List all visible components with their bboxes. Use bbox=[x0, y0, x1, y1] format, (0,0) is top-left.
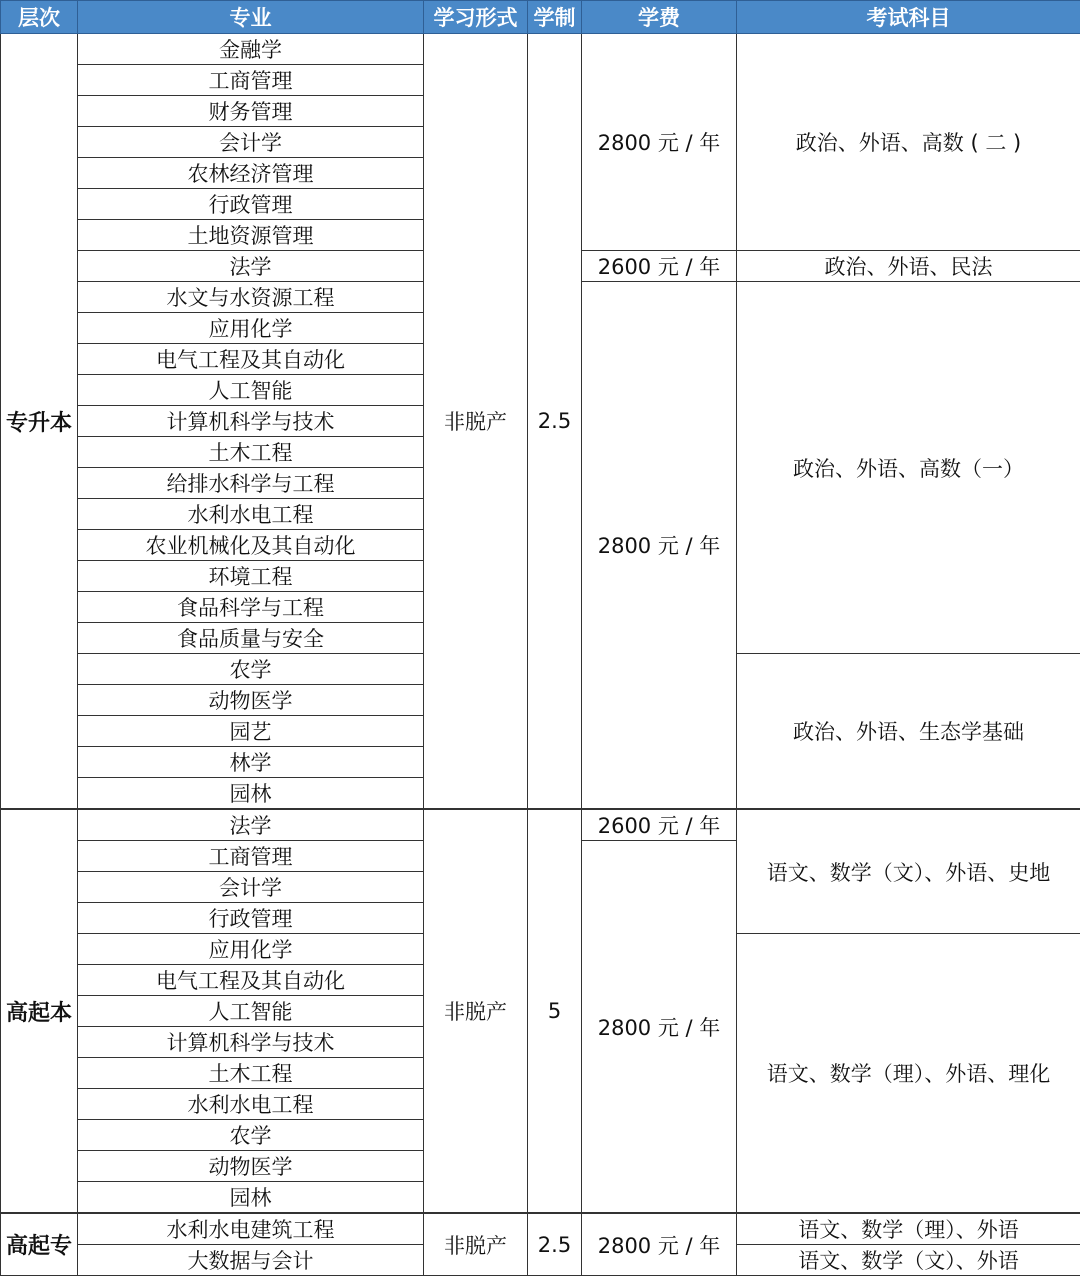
major-cell: 行政管理 bbox=[78, 903, 424, 934]
form-cell: 非脱产 bbox=[424, 34, 528, 810]
major-cell: 动物医学 bbox=[78, 685, 424, 716]
fee-cell: 2600 元 / 年 bbox=[582, 251, 737, 282]
major-cell: 应用化学 bbox=[78, 934, 424, 965]
major-cell: 园林 bbox=[78, 778, 424, 810]
level-cell: 高起专 bbox=[1, 1213, 78, 1276]
duration-cell: 5 bbox=[528, 809, 582, 1213]
major-cell: 林学 bbox=[78, 747, 424, 778]
major-cell: 法学 bbox=[78, 809, 424, 841]
exam-cell: 语文、数学（文）、外语、史地 bbox=[737, 809, 1080, 934]
table-row bbox=[1, 809, 1080, 841]
major-cell: 计算机科学与技术 bbox=[78, 1027, 424, 1058]
major-cell: 水利水电建筑工程 bbox=[78, 1213, 424, 1245]
fee-cell: 2800 元 / 年 bbox=[582, 841, 737, 1214]
major-cell: 农业机械化及其自动化 bbox=[78, 530, 424, 561]
exam-cell: 政治、外语、生态学基础 bbox=[737, 654, 1080, 810]
major-cell: 法学 bbox=[78, 251, 424, 282]
major-cell: 人工智能 bbox=[78, 996, 424, 1027]
major-cell: 食品质量与安全 bbox=[78, 623, 424, 654]
table-row bbox=[1, 34, 1080, 65]
major-cell: 电气工程及其自动化 bbox=[78, 965, 424, 996]
major-cell: 水利水电工程 bbox=[78, 499, 424, 530]
major-cell: 农林经济管理 bbox=[78, 158, 424, 189]
major-cell: 会计学 bbox=[78, 127, 424, 158]
form-cell: 非脱产 bbox=[424, 1213, 528, 1276]
major-cell: 食品科学与工程 bbox=[78, 592, 424, 623]
major-cell: 动物医学 bbox=[78, 1151, 424, 1182]
exam-cell: 政治、外语、高数（一） bbox=[737, 282, 1080, 654]
major-cell: 水文与水资源工程 bbox=[78, 282, 424, 313]
major-cell: 园艺 bbox=[78, 716, 424, 747]
fee-cell: 2600 元 / 年 bbox=[582, 809, 737, 841]
header-row bbox=[1, 1, 1080, 34]
fee-cell: 2800 元 / 年 bbox=[582, 282, 737, 810]
major-cell: 水利水电工程 bbox=[78, 1089, 424, 1120]
major-cell: 大数据与会计 bbox=[78, 1245, 424, 1276]
exam-cell: 语文、数学（理）、外语 bbox=[737, 1213, 1080, 1245]
header-level: 层次 bbox=[1, 1, 78, 34]
exam-cell: 语文、数学（文）、外语 bbox=[737, 1245, 1080, 1276]
exam-cell: 政治、外语、民法 bbox=[737, 251, 1080, 282]
fee-cell: 2800 元 / 年 bbox=[582, 1213, 737, 1276]
major-cell: 工商管理 bbox=[78, 841, 424, 872]
header-major: 专业 bbox=[78, 1, 424, 34]
major-cell: 给排水科学与工程 bbox=[78, 468, 424, 499]
major-cell: 计算机科学与技术 bbox=[78, 406, 424, 437]
major-cell: 应用化学 bbox=[78, 313, 424, 344]
major-cell: 园林 bbox=[78, 1182, 424, 1214]
header-form: 学习形式 bbox=[424, 1, 528, 34]
major-cell: 土木工程 bbox=[78, 437, 424, 468]
fee-cell: 2800 元 / 年 bbox=[582, 34, 737, 251]
level-cell: 高起本 bbox=[1, 809, 78, 1213]
major-cell: 会计学 bbox=[78, 872, 424, 903]
major-cell: 环境工程 bbox=[78, 561, 424, 592]
major-cell: 土地资源管理 bbox=[78, 220, 424, 251]
major-cell: 土木工程 bbox=[78, 1058, 424, 1089]
major-cell: 工商管理 bbox=[78, 65, 424, 96]
major-cell: 行政管理 bbox=[78, 189, 424, 220]
form-cell: 非脱产 bbox=[424, 809, 528, 1213]
exam-cell: 语文、数学（理）、外语、理化 bbox=[737, 934, 1080, 1214]
major-cell: 财务管理 bbox=[78, 96, 424, 127]
header-exams: 考试科目 bbox=[737, 1, 1080, 34]
duration-cell: 2.5 bbox=[528, 1213, 582, 1276]
major-cell: 农学 bbox=[78, 1120, 424, 1151]
duration-cell: 2.5 bbox=[528, 34, 582, 810]
table-row bbox=[1, 1213, 1080, 1245]
header-fee: 学费 bbox=[582, 1, 737, 34]
major-cell: 农学 bbox=[78, 654, 424, 685]
major-cell: 金融学 bbox=[78, 34, 424, 65]
level-cell: 专升本 bbox=[1, 34, 78, 810]
major-cell: 电气工程及其自动化 bbox=[78, 344, 424, 375]
exam-cell: 政治、外语、高数 ( 二 ) bbox=[737, 34, 1080, 251]
header-duration: 学制 bbox=[528, 1, 582, 34]
major-cell: 人工智能 bbox=[78, 375, 424, 406]
